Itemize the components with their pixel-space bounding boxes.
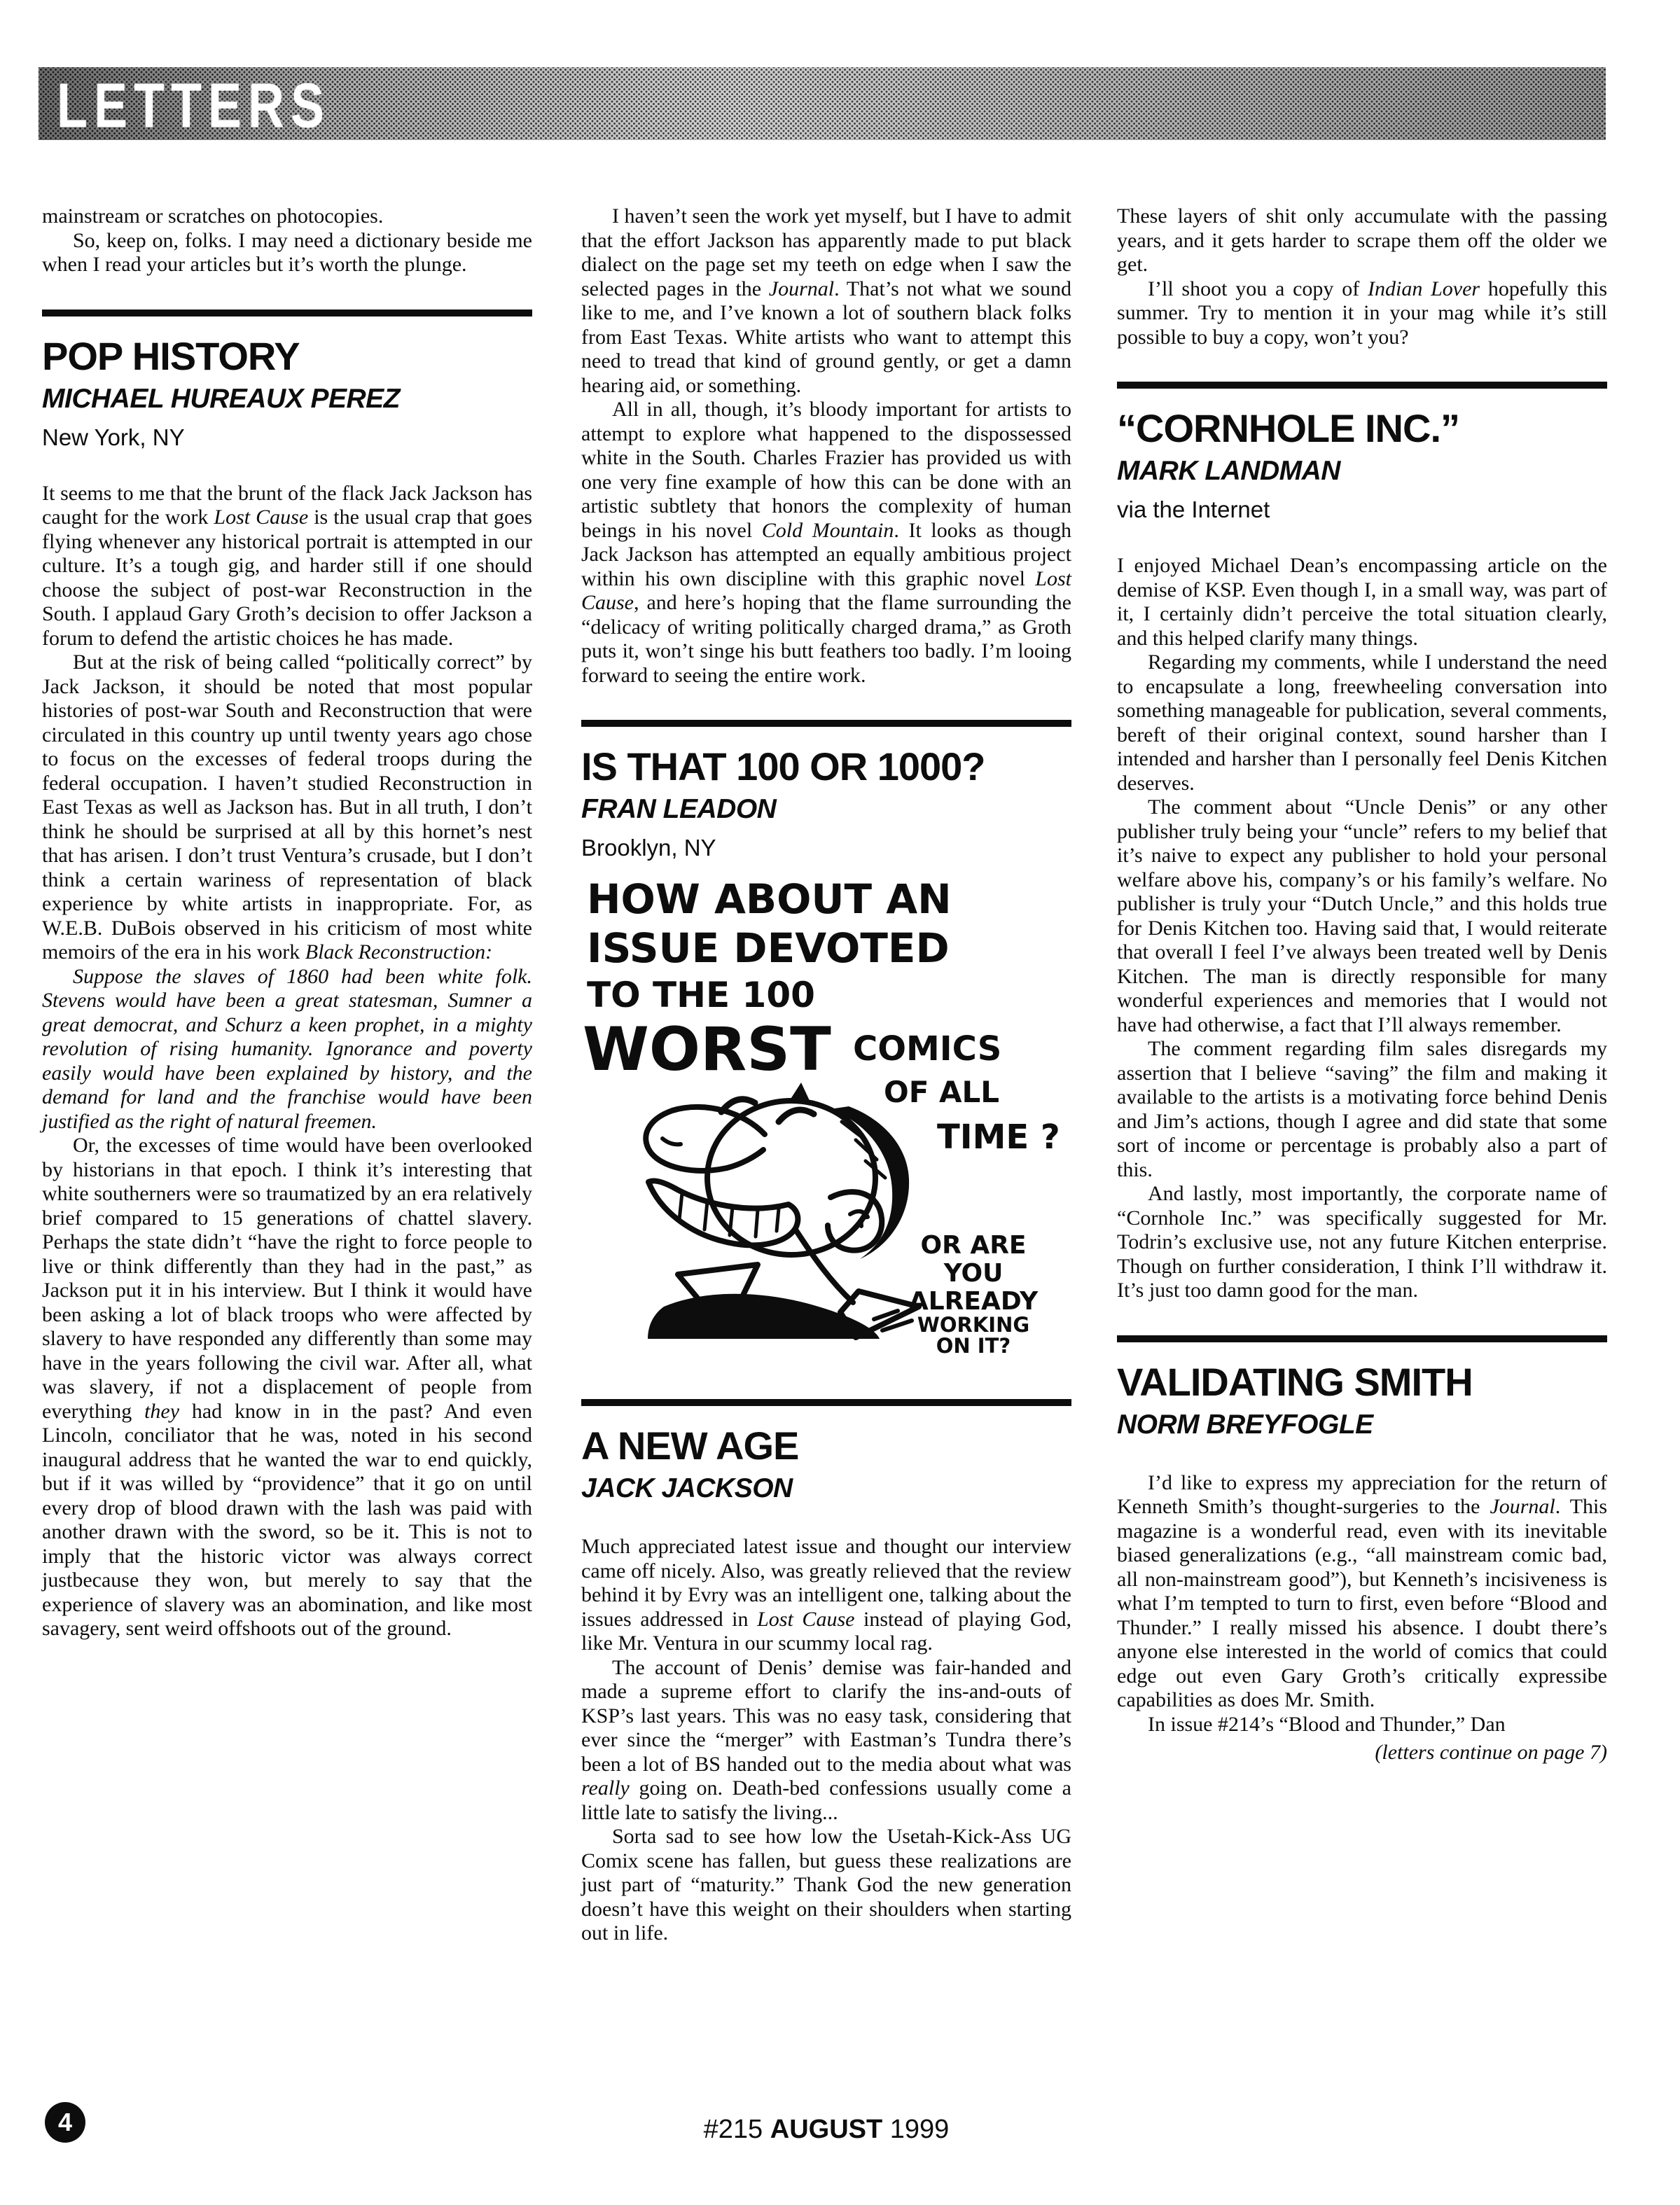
cartoon-text: ISSUE DEVOTED: [587, 924, 950, 973]
cartoon-text: ALREADY: [908, 1287, 1039, 1316]
letter-title-pop-history: POP HISTORY: [42, 333, 300, 378]
letter-title-100-or-1000: IS THAT 100 OR 1000?: [581, 744, 985, 788]
issue-number: #215: [703, 2115, 763, 2144]
issue-footer: [581, 2115, 1071, 2145]
cartoon-text: YOU: [943, 1259, 1004, 1288]
cartoon-text: HOW ABOUT AN: [587, 877, 952, 924]
cartoon-text: TO THE 100: [587, 975, 815, 1016]
issue-year: 1999: [889, 2115, 950, 2144]
cartoon-text: WORKING: [917, 1313, 1030, 1337]
continued-paragraph: I’ll shoot you a copy of Indian Lover hopefully this summer. Try to mention it in your mag while it’s still possible to buy a copy, won’t you?: [1117, 277, 1607, 349]
page-title: LETTERS: [57, 71, 331, 141]
letter-title-cornhole-inc: “CORNHOLE INC.”: [1117, 406, 1459, 450]
continued-paragraph: mainstream or scratches on photocopies.: [42, 204, 384, 228]
letter-title-a-new-age: A NEW AGE: [581, 1424, 799, 1468]
issue-month: AUGUST: [770, 2115, 883, 2144]
letter-location: Brooklyn, NY: [581, 835, 716, 861]
section-divider: [581, 1399, 1071, 1406]
letter-author: FRAN LEADON: [581, 794, 777, 825]
page-number-badge: 4: [45, 2102, 85, 2143]
letter-paragraph: The comment about “Uncle Denis” or any other publisher truly being your “uncle” refers to my belief that it’s naive to expect any publisher to hold your personal welfare above his, company’s or his family’s welfare. No publisher is truly your “Dutch Uncle,” and this holds true for Denis Kitchen too. Having said that, I would reiterate that overall I feel I’ve always been treated well by Denis Kitchen. The man is directly responsible for many wonderful experiences and memories that I would not have had otherwise, a fact that I’ll always remember.: [1117, 795, 1607, 1036]
cartoon-text: WORST: [583, 1015, 831, 1085]
letter-paragraph: The account of Denis’ demise was fair-handed and made a supreme effort to clarify the ins-and-outs of KSP’s last years. This was no easy task, considering that ever since the “merger” with Eastman’s Tundra there’s been a lot of BS handed out to the media about what was really going on. Death-bed confessions usually come a little late to satisfy the living...: [581, 1655, 1071, 1824]
block-quote: Suppose the slaves of 1860 had been white folk. Stevens would have been a great statesman, Sumner a great democrat, and Schurz a keen prophet, in a mighty revolution of rising humanity. Ignorance and poverty easily would have been explained by history, and the demand for land and the franchise would have been justified as the right of natural freemen.: [42, 964, 532, 1133]
letter-paragraph: Much appreciated latest issue and thought our interview came off nicely. Also, was greatly relieved that the review behind it by Evry was an intelligent one, talking about the issues addressed in Lost Cause instead of playing God, like Mr. Ventura in our scummy local rag.: [581, 1535, 1071, 1655]
continuation-note: (letters continue on page 7): [1375, 1741, 1607, 1765]
section-divider: [1117, 382, 1607, 389]
letter-author: NORM BREYFOGLE: [1117, 1409, 1373, 1440]
section-divider: [42, 309, 532, 317]
letter-paragraph: But at the risk of being called “politically correct” by Jack Jackson, it should be noted that most popular histories of post-war South and Reconstruction that were circulated in this country up until twenty years ago chose to focus on the excesses of federal troops during the federal occupation. I haven’t studied Reconstruction in East Texas as well as Jackson has. But in all truth, I don’t think he should be surprised at all by this hornet’s nest that has arisen. I don’t trust Ventura’s crusade, but I don’t think a certain wariness of representation of black experience by white artists in inappropriate. For, as W.E.B. DuBois observed in his criticism of most white memoirs of the era in his work Black Reconstruction:: [42, 651, 532, 964]
letter-paragraph: The comment regarding film sales disregards my assertion that I believe “saving” the film and making it available to the artists is a motivating force behind Denis and Jim’s actions, though I agree and did state that some sort of income or percentage is probably also a part of this.: [1117, 1037, 1607, 1181]
cartoon-text: OF ALL: [884, 1075, 1000, 1110]
letter-paragraph: I enjoyed Michael Dean’s encompassing article on the demise of KSP. Even though I, in a small way, was part of it, I certainly didn’t perceive the total situation clearly, and this helped clarify many things.: [1117, 554, 1607, 650]
column-3: [1117, 204, 1607, 1786]
column-1: [42, 204, 532, 1641]
cartoon-text: COMICS: [853, 1029, 1002, 1069]
section-divider: [581, 720, 1071, 727]
cartoon-figure: [646, 1083, 919, 1339]
letter-author: MARK LANDMAN: [1117, 456, 1340, 487]
continued-paragraph: So, keep on, folks. I may need a dictionary beside me when I read your articles but it’s worth the plunge.: [42, 228, 532, 276]
letter-author: JACK JACKSON: [581, 1473, 793, 1504]
letter-author: MICHAEL HUREAUX PEREZ: [42, 383, 400, 414]
letter-paragraph: It seems to me that the brunt of the flack Jack Jackson has caught for the work Lost Cause is the usual crap that goes flying whenever any historical portrait is attempted in our culture. It’s a tough gig, and harder still if one should choose the subject of post-war Reconstruction in the South. I applaud Gary Groth’s decision to offer Jackson a forum to defend the artistic choices he has made.: [42, 481, 532, 650]
letter-paragraph: And lastly, most importantly, the corporate name of “Cornhole Inc.” was specifically suggested for Mr. Todrin’s exclusive use, not any future Kitchen enterprise. Though on further consideration, I think I’ll withdraw it. It’s just too damn good for the man.: [1117, 1182, 1607, 1302]
cartoon-text: OR ARE: [920, 1231, 1027, 1260]
letter-paragraph: I’d like to express my appreciation for the return of Kenneth Smith’s thought-surgeries to the Journal. This magazine is a wonderful read, even with its inevitable biased generalizations (e.g., “all mainstream comic bad, all non-mainstream good”), but Kenneth’s incisiveness is what I’m tempted to turn to first, even before “Blood and Thunder.” I really missed his absence. I doubt there’s anyone else interested in the world of comics that could edge out even Gary Groth’s critically expressibe capabilities as does Mr. Smith.: [1117, 1470, 1607, 1712]
letter-paragraph: In issue #214’s “Blood and Thunder,” Dan: [1148, 1712, 1506, 1736]
continued-paragraph: These layers of shit only accumulate with the passing years, and it gets harder to scrape them off the older we get.: [1117, 204, 1607, 276]
letters-banner: [39, 67, 1606, 140]
letter-paragraph: Or, the excesses of time would have been overlooked by historians in that epoch. I think it’s interesting that white southerners were so traumatized by an era relatively brief compared to 15 generations of chattel slavery. Perhaps the state didn’t “have the right to force people to live or think differently than they had in the past,” as Jackson put it in his interview. But I think it would have been asking a lot of black troops who were affected by slavery to have responded any differently than some may have in the years following the civil war. After all, what was slavery, if not a displacement of people from everything they had know in in the past? And even Lincoln, conciliator that he was, noted in his second inaugural address that he wanted the war to end quickly, but if it was willed by “providence” that it go on until every drop of blood drawn with the lash was paid with another drawn with the sword, so be it. This is not to imply that the historic victor was always correct justbecause they won, but merely to say that the experience of slavery was an abomination, and like most savagery, sent weird offshoots out of the ground.: [42, 1134, 532, 1641]
letter-title-validating-smith: VALIDATING SMITH: [1117, 1359, 1473, 1404]
letter-location: via the Internet: [1117, 496, 1270, 523]
letter-location: New York, NY: [42, 424, 185, 450]
cartoon-illustration: [581, 877, 1071, 1367]
letter-paragraph: All in all, though, it’s bloody important for artists to attempt to explore what happened to the dispossessed white in the South. Charles Frazier has provided us with one very fine example of how this can be done with an artistic subtlety that honors the complexity of human beings in his novel Cold Mountain. It looks as though Jack Jackson has attempted an equally ambitious project within his own discipline with this graphic novel Lost Cause, and here’s hoping that the flame surrounding the “delicacy of writing politically charged drama,” as Groth puts it, won’t singe his butt feathers too badly. I’m looing forward to seeing the entire work.: [581, 398, 1071, 687]
letter-paragraph: Sorta sad to see how low the Usetah-Kick-Ass UG Comix scene has fallen, but guess these realizations are just part of “maturity.” Thank God the new generation doesn’t have this weight on their shoulders when starting out in life.: [581, 1825, 1071, 1945]
column-2: [581, 204, 1071, 1946]
cartoon-text: ON IT?: [936, 1334, 1011, 1358]
letter-paragraph: I haven’t seen the work yet myself, but I have to admit that the effort Jackson has apparently made to put black dialect on the page set my teeth on edge when I saw the selected pages in the Journal. That’s not what we sound like to me, and I’ve known a lot of southern black folks from East Texas. White artists who want to attempt this need to tread that kind of ground gently, or get a damn hearing aid, or something.: [581, 204, 1071, 397]
cartoon-text: TIME ?: [937, 1118, 1060, 1157]
letter-paragraph: Regarding my comments, while I understand the need to encapsulate a long, freewheeling conversation into something manageable for publication, several comments, bereft of their original context, sound harsher than I intended and harsher than I personally feel Denis Kitchen deserves.: [1117, 651, 1607, 795]
section-divider: [1117, 1335, 1607, 1342]
